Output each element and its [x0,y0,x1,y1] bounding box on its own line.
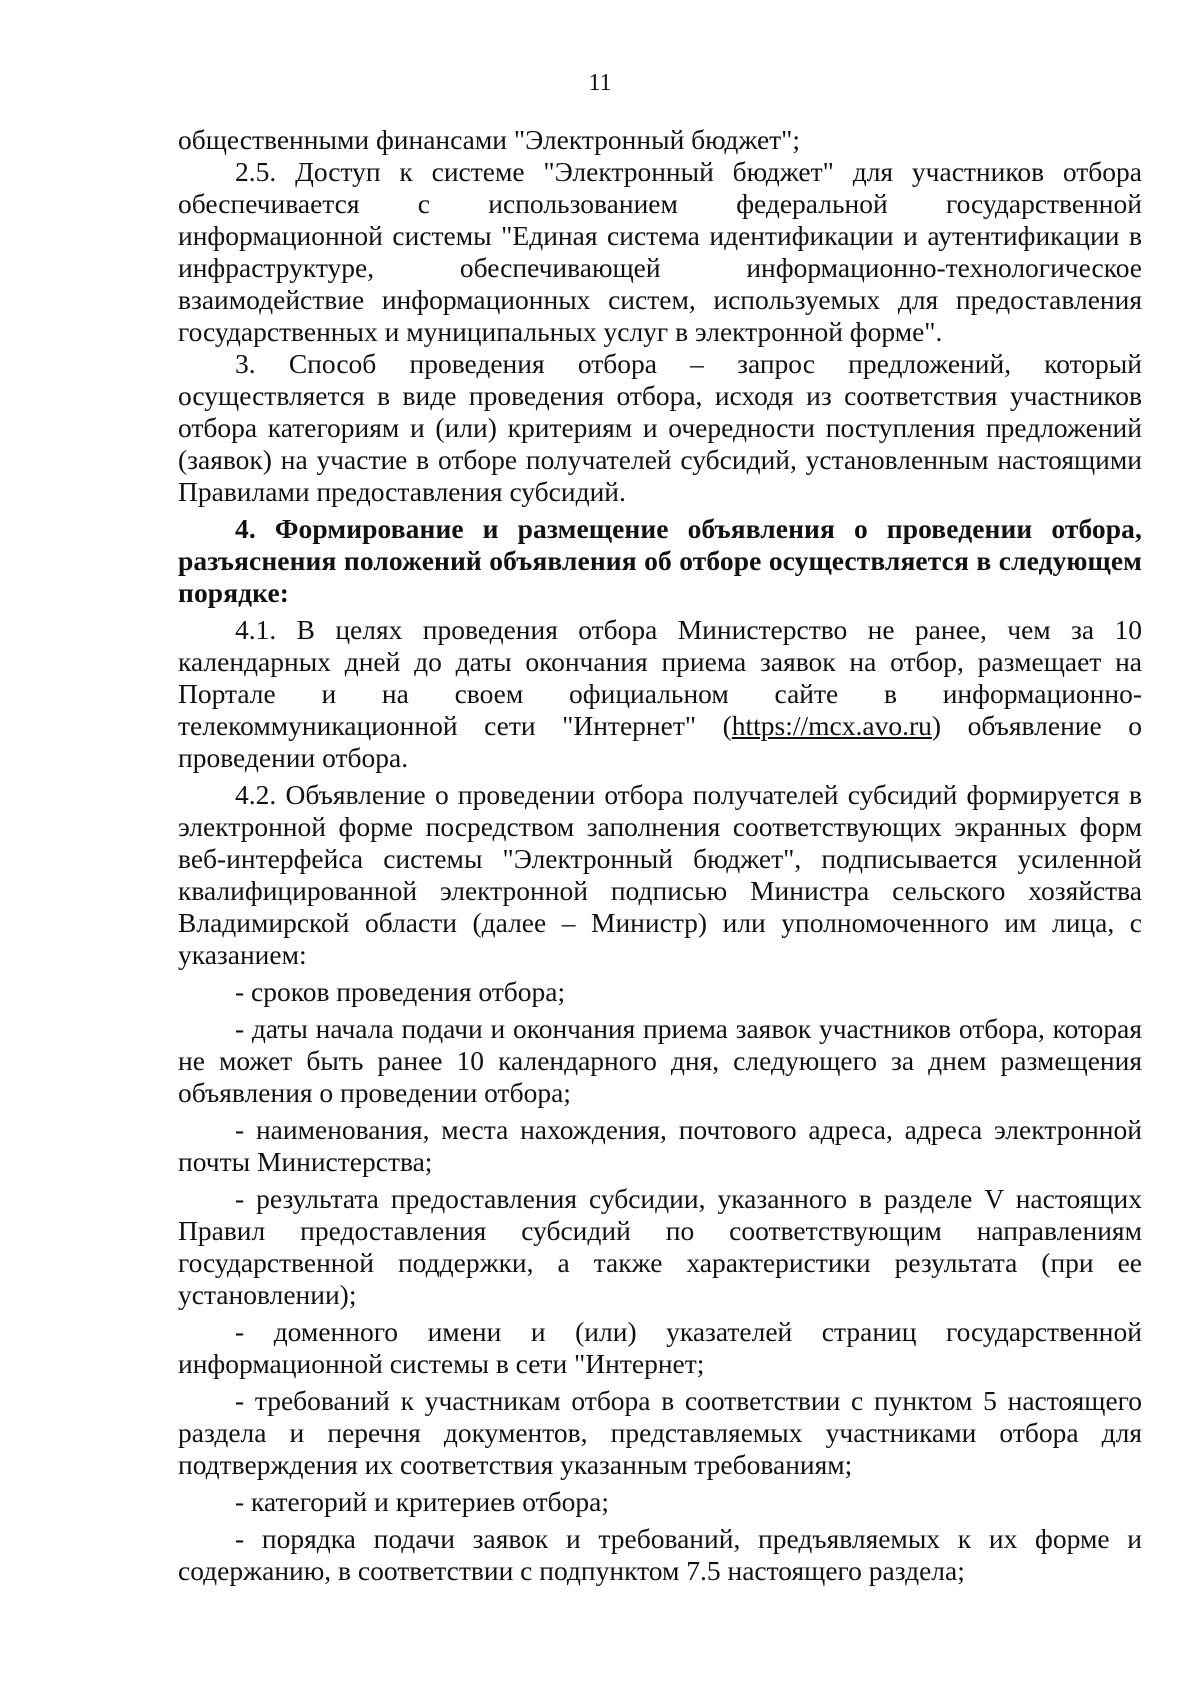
list-item: - порядка подачи заявок и требований, предъявляемых к их форме и содержанию, в соответствии с подпунктом 7.5 настоящего раздела; [178,1523,1142,1586]
list-item: - даты начала подачи и окончания приема заявок участников отбора, которая не может быть ранее 10 календарного дня, следующего за днем размещения объявления о проведении отбора; [178,1013,1142,1108]
list-item: - результата предоставления субсидии, указанного в разделе V настоящих Правил предоставления субсидий по соответствующим направлениям государственной поддержки, а также характеристики результата (при ее установлении); [178,1183,1142,1310]
list-item: - требований к участникам отбора в соответствии с пунктом 5 настоящего раздела и перечня документов, представляемых участниками отбора для подтверждения их соответствия указанным требованиям; [178,1385,1142,1480]
paragraph-2-5: 2.5. Доступ к системе "Электронный бюджет" для участников отбора обеспечивается с использованием федеральной государственной информационной системы "Единая система идентификации и аутентификации в инфраструктуре, обеспечивающей информационно-технологическое взаимодействие информационных систем, используемых для предоставления государственных и муниципальных услуг в электронной форме". [178,156,1142,347]
list-item: - доменного имени и (или) указателей страниц государственной информационной системы в сети "Интернет; [178,1316,1142,1379]
paragraph-4-1-text-end: ) объявление о проведении отбора. [178,710,1142,773]
paragraph-3: 3. Способ проведения отбора – запрос предложений, который осуществляется в виде проведения отбора, исходя из соответствия участников отбора категориям и (или) критериям и очередности поступления предложений (заявок) на участие в отборе получателей субсидий, установленным настоящими Правилами предоставления субсидий. [178,348,1142,507]
paragraph-4-2: 4.2. Объявление о проведении отбора получателей субсидий формируется в электронной форме посредством заполнения соответствующих экранных форм веб-интерфейса системы "Электронный бюджет", подписывается усиленной квалифицированной электронной подписью Министра сельского хозяйства Владимирской области (далее – Министр) или уполномоченного им лица, с указанием: [178,779,1142,970]
page-number: 11 [588,70,612,96]
list-item: - наименования, места нахождения, почтового адреса, адреса электронной почты Министерства; [178,1114,1142,1177]
paragraph-4-1-text: 4.1. В целях проведения отбора Министерство не ранее, чем за 10 календарных дней до даты окончания приема заявок на отбор, размещает на Портале и на своем официальном сайте в информационно-телекоммуникационной сети "Интернет" ( [178,614,1142,741]
paragraph-4-1 [178,614,1142,774]
section-heading-4: 4. Формирование и размещение объявления о проведении отбора, разъяснения положений объявления об отборе осуществляется в следующем порядке: [178,513,1142,608]
list-item: - сроков проведения отбора; [235,976,566,1007]
paragraph-continuation: общественными финансами "Электронный бюджет"; [178,124,801,155]
document-body [178,124,1142,1587]
list-item: - категорий и критериев отбора; [235,1486,610,1517]
website-link[interactable]: https://mcx.avo.ru [731,710,932,741]
